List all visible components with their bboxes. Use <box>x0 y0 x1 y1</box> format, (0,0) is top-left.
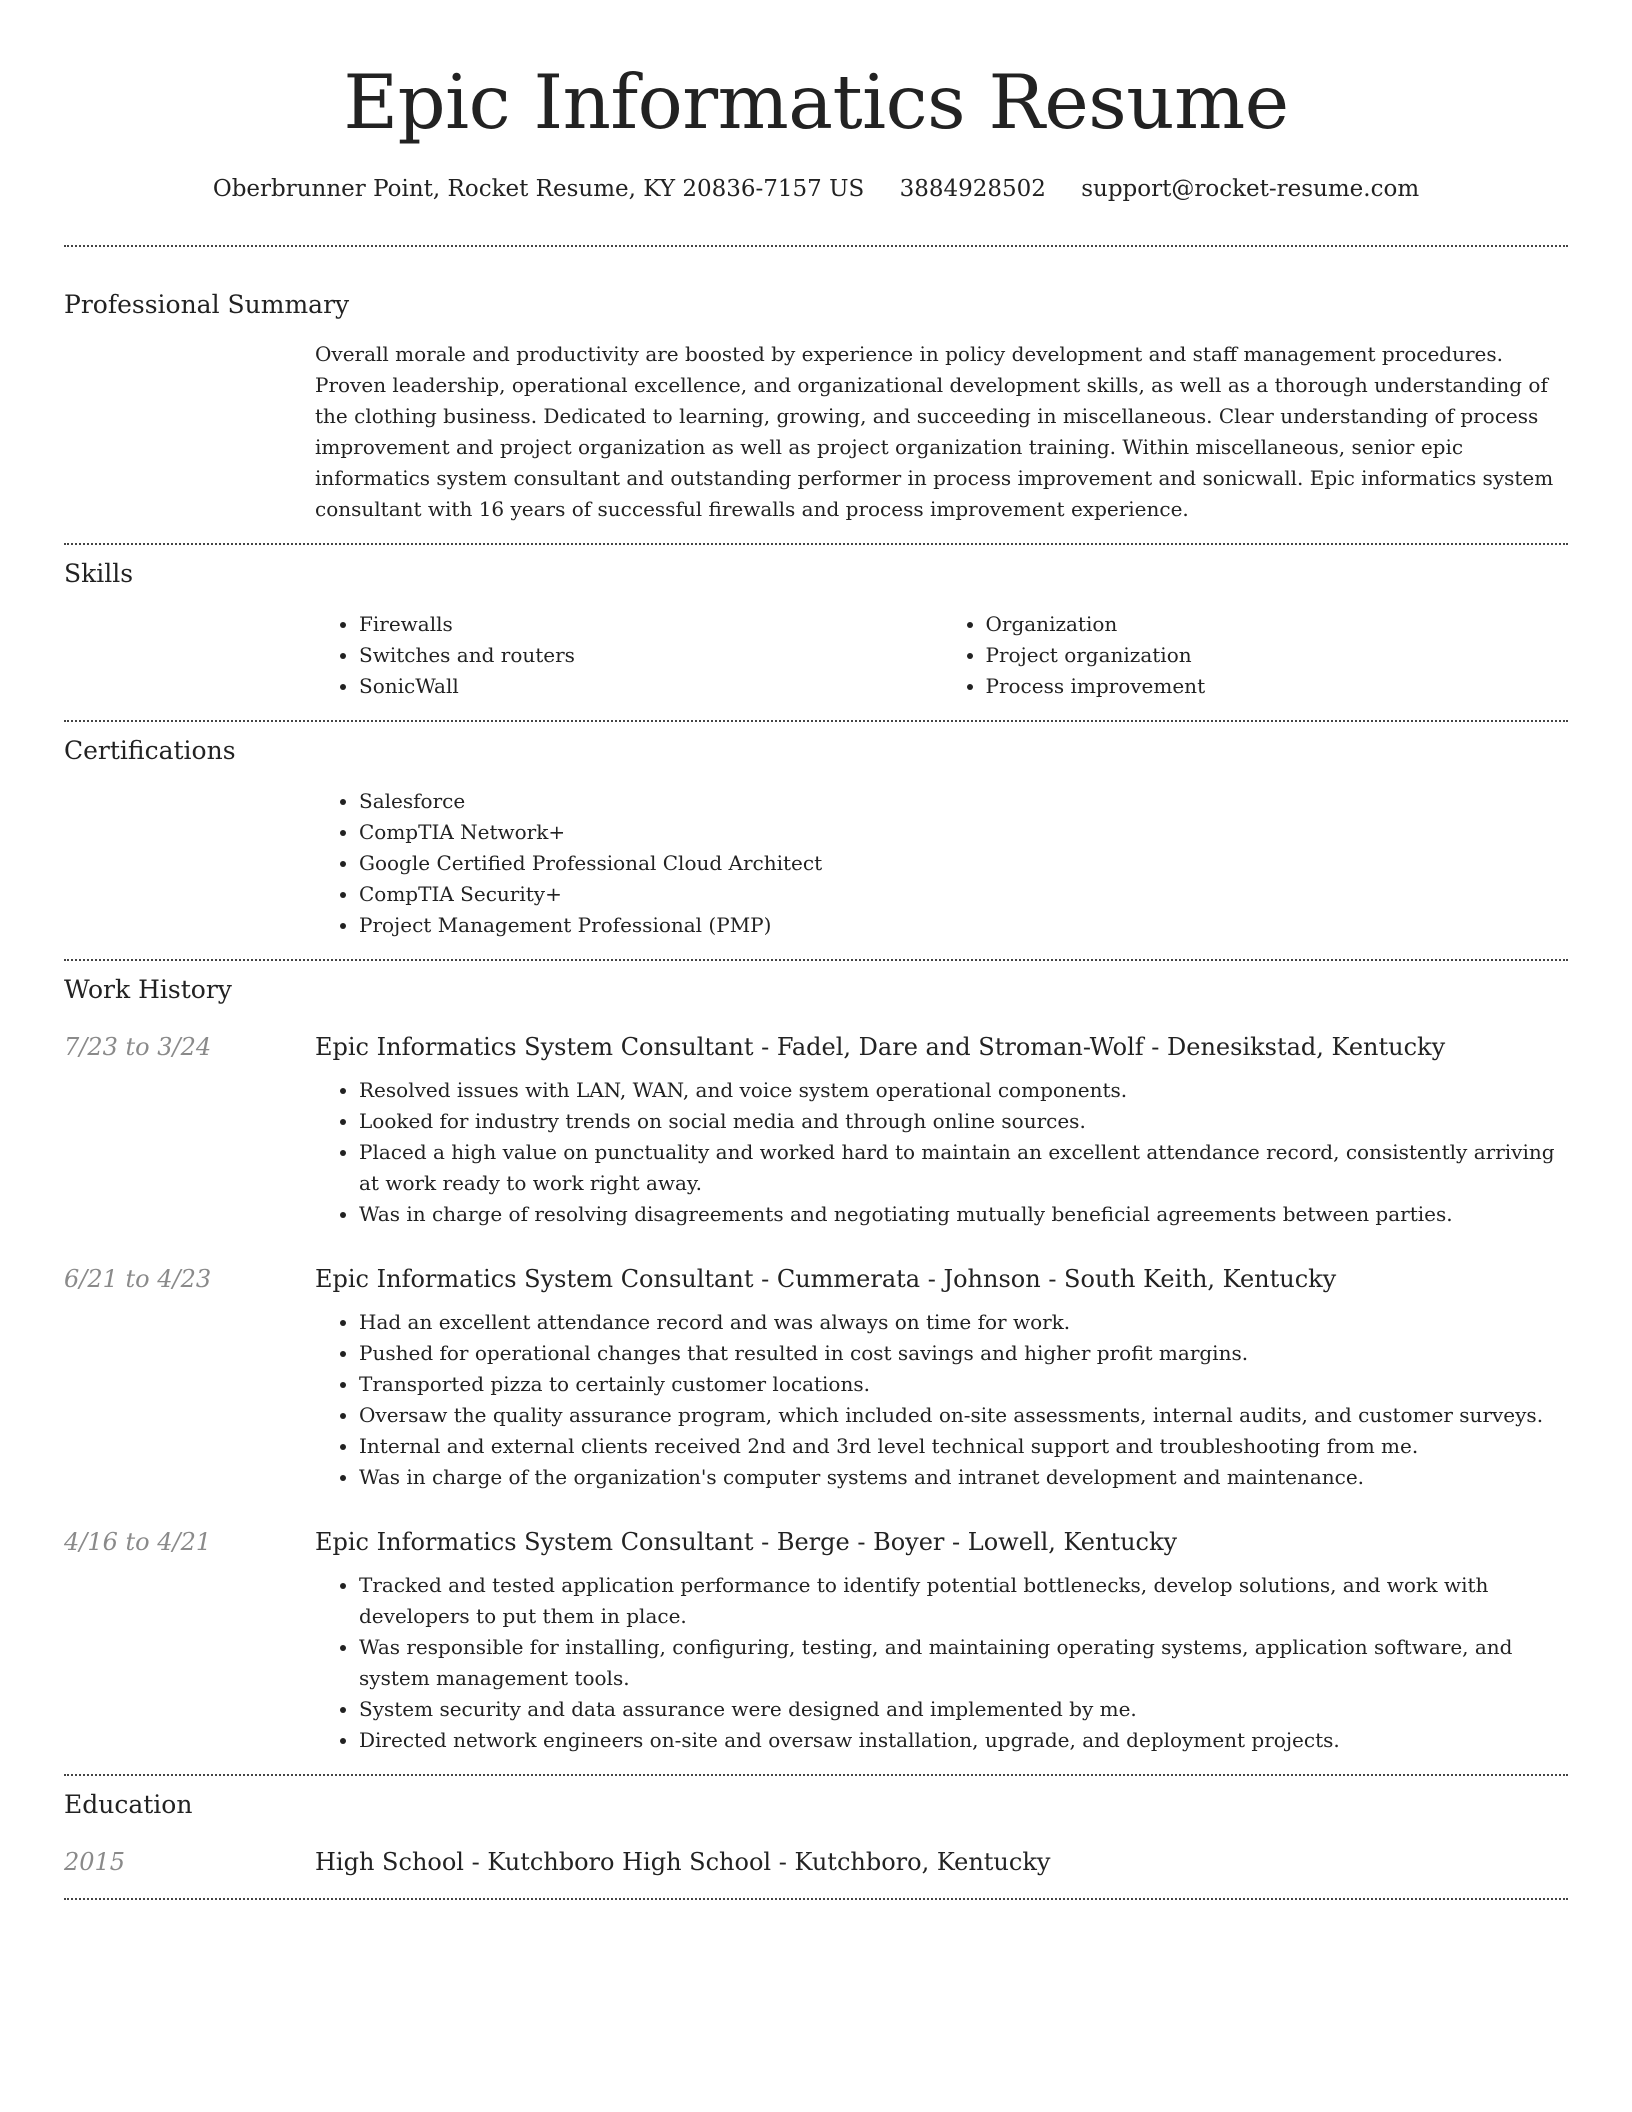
job-bullet: • Tracked and tested application performance to identify potential bottlenecks, develop solutions, and work with developers to put them in place. <box>359 1570 1568 1632</box>
job-title: Epic Informatics System Consultant - Fadel, Dare and Stroman-Wolf - Denesikstad, Kentucky <box>315 1033 1446 1061</box>
job-entry <box>64 1261 1568 1493</box>
job-bullet: • Was in charge of resolving disagreements and negotiating mutually beneficial agreements between parties. <box>359 1199 1568 1230</box>
job-date: 4/16 to 4/21 <box>64 1528 212 1556</box>
job-bullet: • Directed network engineers on-site and oversaw installation, upgrade, and deployment projects. <box>359 1725 1568 1756</box>
skill-item: • Organization <box>986 609 1569 640</box>
summary-content <box>315 339 1568 525</box>
certifications-heading: Certifications <box>64 736 236 765</box>
skills-column-left <box>315 609 942 702</box>
certifications-list <box>315 786 1568 941</box>
contact-email: support@rocket-resume.com <box>1081 176 1420 202</box>
skill-item: • Firewalls <box>359 609 942 640</box>
education-entry <box>64 1844 1568 1880</box>
resume-page <box>64 0 1568 1900</box>
work-section <box>64 961 1568 1756</box>
job-title: Epic Informatics System Consultant - Cummerata - Johnson - South Keith, Kentucky <box>315 1265 1337 1293</box>
job-bullet: • Placed a high value on punctuality and worked hard to maintain an excellent attendance record, consistently arriving at work ready to work right away. <box>359 1137 1568 1199</box>
job-entry <box>64 1524 1568 1756</box>
job-bullet: • Internal and external clients received 2nd and 3rd level technical support and troubleshooting from me. <box>359 1431 1568 1462</box>
education-date: 2015 <box>64 1848 126 1876</box>
skills-column-right <box>942 609 1569 702</box>
divider <box>64 1898 1568 1900</box>
job-bullet: • Was in charge of the organization's computer systems and intranet development and maintenance. <box>359 1462 1568 1493</box>
job-title: Epic Informatics System Consultant - Berge - Boyer - Lowell, Kentucky <box>315 1528 1178 1556</box>
summary-heading: Professional Summary <box>64 290 350 319</box>
contact-address: Oberbrunner Point, Rocket Resume, KY 20836-7157 US <box>212 176 865 202</box>
certification-item: • CompTIA Network+ <box>359 817 1568 848</box>
skill-item: • SonicWall <box>359 671 942 702</box>
summary-section <box>64 247 1568 525</box>
job-bullet: • Resolved issues with LAN, WAN, and voice system operational components. <box>359 1075 1568 1106</box>
work-heading: Work History <box>64 975 232 1004</box>
job-bullets <box>315 1570 1568 1756</box>
skill-item: • Process improvement <box>986 671 1569 702</box>
contact-phone: 3884928502 <box>899 176 1046 202</box>
job-bullets <box>315 1307 1568 1493</box>
summary-text: Overall morale and productivity are boosted by experience in policy development and staff management procedures. Proven leadership, operational excellence, and organizational development skills, as well as a thorough understanding of the clothing business. Dedicated to learning, growing, and succeeding in miscellaneous. Clear understanding of process improvement and project organization as well as project organization training. Within miscellaneous, senior epic informatics system consultant and outstanding performer in process improvement and sonicwall. Epic informatics system consultant with 16 years of successful firewalls and process improvement experience. <box>315 342 1554 521</box>
skills-section <box>64 545 1568 702</box>
job-entry <box>64 1029 1568 1230</box>
job-bullets <box>315 1075 1568 1230</box>
education-section <box>64 1776 1568 1880</box>
skills-list <box>315 609 1568 702</box>
job-date: 7/23 to 3/24 <box>64 1033 212 1061</box>
job-bullet: • Pushed for operational changes that resulted in cost savings and higher profit margins. <box>359 1338 1568 1369</box>
job-bullet: • Oversaw the quality assurance program, which included on-site assessments, internal audits, and customer surveys. <box>359 1400 1568 1431</box>
job-bullet: • Looked for industry trends on social media and through online sources. <box>359 1106 1568 1137</box>
certification-item: • Project Management Professional (PMP) <box>359 910 1568 941</box>
skills-heading: Skills <box>64 559 134 588</box>
skill-item: • Project organization <box>986 640 1569 671</box>
education-title: High School - Kutchboro High School - Kutchboro, Kentucky <box>315 1848 1051 1876</box>
job-bullet: • Had an excellent attendance record and was always on time for work. <box>359 1307 1568 1338</box>
skill-item: • Switches and routers <box>359 640 942 671</box>
certification-item: • CompTIA Security+ <box>359 879 1568 910</box>
job-bullet: • System security and data assurance were designed and implemented by me. <box>359 1694 1568 1725</box>
contact-line <box>64 172 1568 206</box>
job-bullet: • Transported pizza to certainly customer locations. <box>359 1369 1568 1400</box>
certification-item: • Salesforce <box>359 786 1568 817</box>
resume-title: Epic Informatics Resume <box>343 58 1289 146</box>
job-date: 6/21 to 4/23 <box>64 1265 212 1293</box>
certifications-section <box>64 722 1568 941</box>
certification-item: • Google Certified Professional Cloud Architect <box>359 848 1568 879</box>
job-bullet: • Was responsible for installing, configuring, testing, and maintaining operating systems, application software, and system management tools. <box>359 1632 1568 1694</box>
education-heading: Education <box>64 1790 193 1819</box>
